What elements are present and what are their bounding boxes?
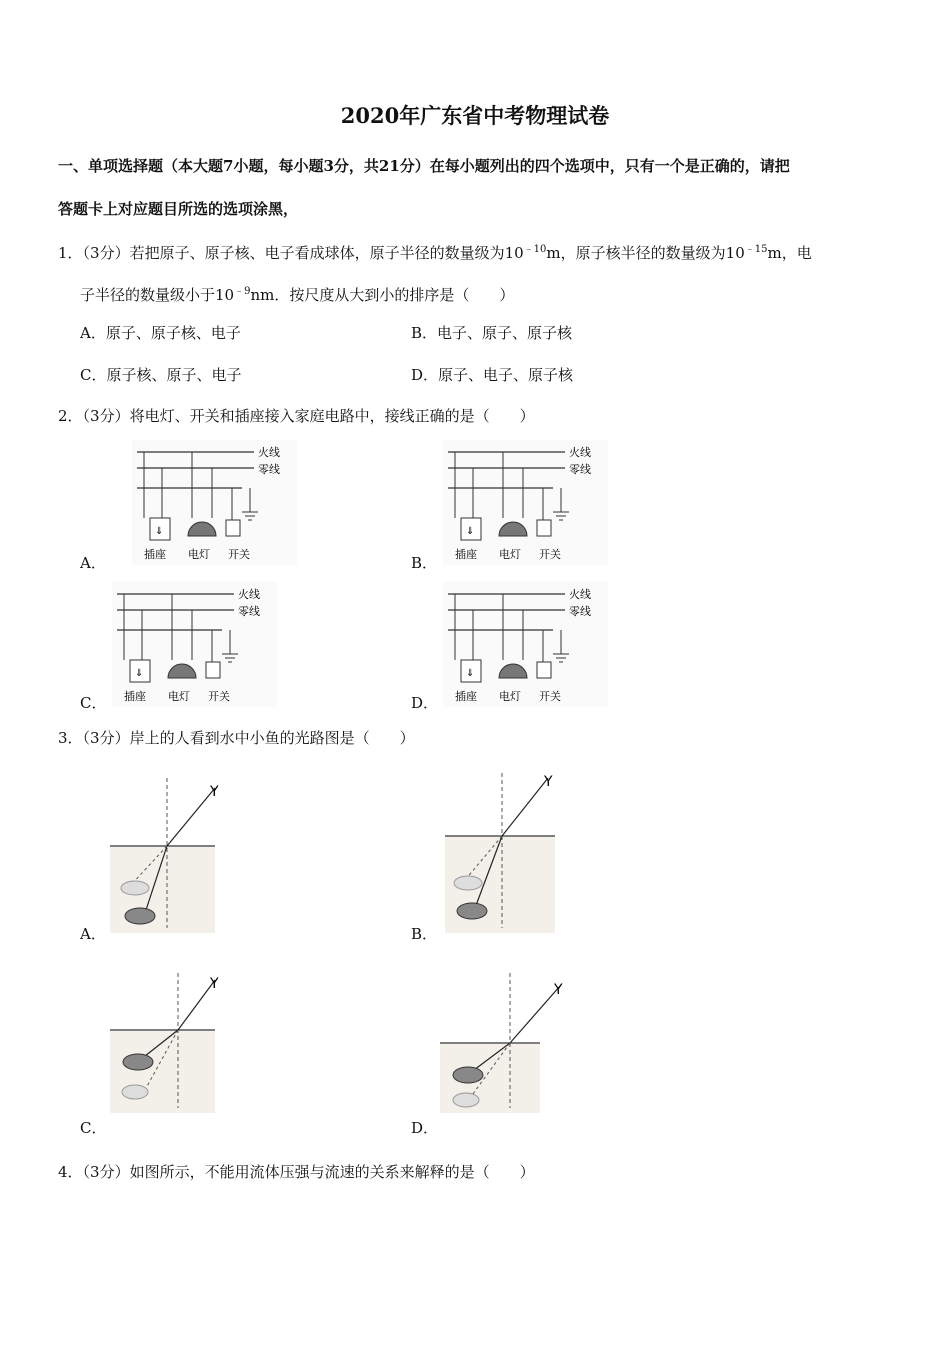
section-heading-line1: 一、单项选择题（本大题7小题，每小题3分，共21分）在每小题列出的四个选项中，只有一个是正确的，请把	[58, 157, 790, 175]
switch-label: 开关	[539, 548, 561, 561]
q1-exp1: ﹣10	[523, 244, 547, 255]
live-wire-label: 火线	[569, 446, 591, 459]
circuit-svg	[443, 582, 608, 707]
q3-diagram-d[interactable]	[440, 968, 570, 1113]
eye-icon: Y	[544, 774, 553, 790]
q3-option-b-label[interactable]: B．	[411, 925, 438, 943]
lamp-label: 电灯	[168, 690, 190, 703]
neutral-wire-label: 零线	[569, 463, 591, 476]
refracted-ray	[167, 788, 215, 846]
q3-diagram-a[interactable]	[110, 768, 230, 933]
q2-circuit-b[interactable]	[443, 440, 608, 569]
eye-icon: Y	[210, 976, 219, 992]
socket-label: 插座	[144, 548, 166, 561]
socket-label: 插座	[124, 690, 146, 703]
plug-glyph: ⇓	[466, 526, 475, 537]
q3-option-c-label[interactable]: C．	[80, 1119, 107, 1137]
q2-option-a-label[interactable]: A．	[80, 554, 106, 572]
fish-image-icon	[453, 1093, 479, 1107]
q1-option-b[interactable]: B．电子、原子、原子核	[411, 324, 573, 342]
fish-icon	[453, 1067, 483, 1083]
plug-glyph: ⇓	[135, 668, 144, 679]
page-title: 2020年广东省中考物理试卷	[340, 103, 610, 128]
switch-icon	[537, 662, 551, 678]
neutral-wire-label: 零线	[258, 463, 280, 476]
switch-label: 开关	[228, 548, 250, 561]
q3-diagram-b[interactable]	[440, 768, 570, 933]
q3-option-d-label[interactable]: D．	[411, 1119, 439, 1137]
q2-option-d-label[interactable]: D．	[411, 694, 439, 712]
switch-label: 开关	[208, 690, 230, 703]
lamp-label: 电灯	[499, 690, 521, 703]
q1-text-b: m，原子核半径的数量级为10	[546, 244, 745, 262]
eye-icon: Y	[554, 982, 563, 998]
socket-label: 插座	[455, 690, 477, 703]
refracted-ray	[502, 778, 548, 836]
q1-option-d[interactable]: D．原子、电子、原子核	[411, 366, 574, 384]
switch-label: 开关	[539, 690, 561, 703]
q1-stem-line2	[80, 282, 514, 305]
q1-exp3: ﹣9	[234, 286, 251, 297]
q1-stem-line1	[58, 240, 812, 263]
water-region	[110, 1031, 215, 1113]
fish-icon	[123, 1054, 153, 1070]
section-heading-line2: 答题卡上对应题目所选的选项涂黑，	[58, 200, 299, 218]
q1-text-a: 1．（3分）若把原子、原子核、电子看成球体，原子半径的数量级为10	[58, 244, 524, 262]
switch-icon	[537, 520, 551, 536]
q2-option-b-label[interactable]: B．	[411, 554, 438, 572]
fish-image-icon	[454, 876, 482, 890]
q2-circuit-d[interactable]	[443, 582, 608, 711]
live-wire-label: 火线	[569, 588, 591, 601]
q4-stem: 4．（3分）如图所示，不能用流体压强与流速的关系来解释的是（ ）	[58, 1163, 535, 1181]
q1-option-c[interactable]: C．原子核、原子、电子	[80, 366, 242, 384]
fish-image-icon	[121, 881, 149, 895]
eye-icon: Y	[210, 784, 219, 800]
fish-icon	[457, 903, 487, 919]
circuit-svg	[443, 440, 608, 565]
neutral-wire-label: 零线	[238, 605, 260, 618]
neutral-wire-label: 零线	[569, 605, 591, 618]
q2-stem: 2．（3分）将电灯、开关和插座接入家庭电路中，接线正确的是（ ）	[58, 407, 535, 425]
q1-text-e: nm．按尺度从大到小的排序是（ ）	[250, 286, 515, 304]
fish-image-icon	[122, 1085, 148, 1099]
socket-label: 插座	[455, 548, 477, 561]
q3-option-a-label[interactable]: A．	[80, 925, 106, 943]
fish-icon	[125, 908, 155, 924]
live-wire-label: 火线	[238, 588, 260, 601]
plug-glyph: ⇓	[466, 668, 475, 679]
q1-text-c: m，电	[767, 244, 812, 262]
q2-option-c-label[interactable]: C．	[80, 694, 107, 712]
q2-circuit-c[interactable]	[112, 582, 277, 711]
q1-exp2: ﹣15	[744, 244, 768, 255]
circuit-svg	[112, 582, 277, 707]
circuit-svg	[132, 440, 297, 565]
lamp-label: 电灯	[499, 548, 521, 561]
q3-diagram-c[interactable]	[110, 968, 230, 1113]
q1-option-a[interactable]: A．原子、原子核、电子	[80, 324, 241, 342]
q2-circuit-a[interactable]	[132, 440, 297, 569]
lamp-label: 电灯	[188, 548, 210, 561]
q3-stem: 3．（3分）岸上的人看到水中小鱼的光路图是（ ）	[58, 729, 415, 747]
switch-icon	[226, 520, 240, 536]
q1-text-d: 子半径的数量级小于10	[80, 286, 235, 304]
refracted-ray	[510, 986, 560, 1043]
switch-icon	[206, 662, 220, 678]
live-wire-label: 火线	[258, 446, 280, 459]
plug-glyph: ⇓	[155, 526, 164, 537]
